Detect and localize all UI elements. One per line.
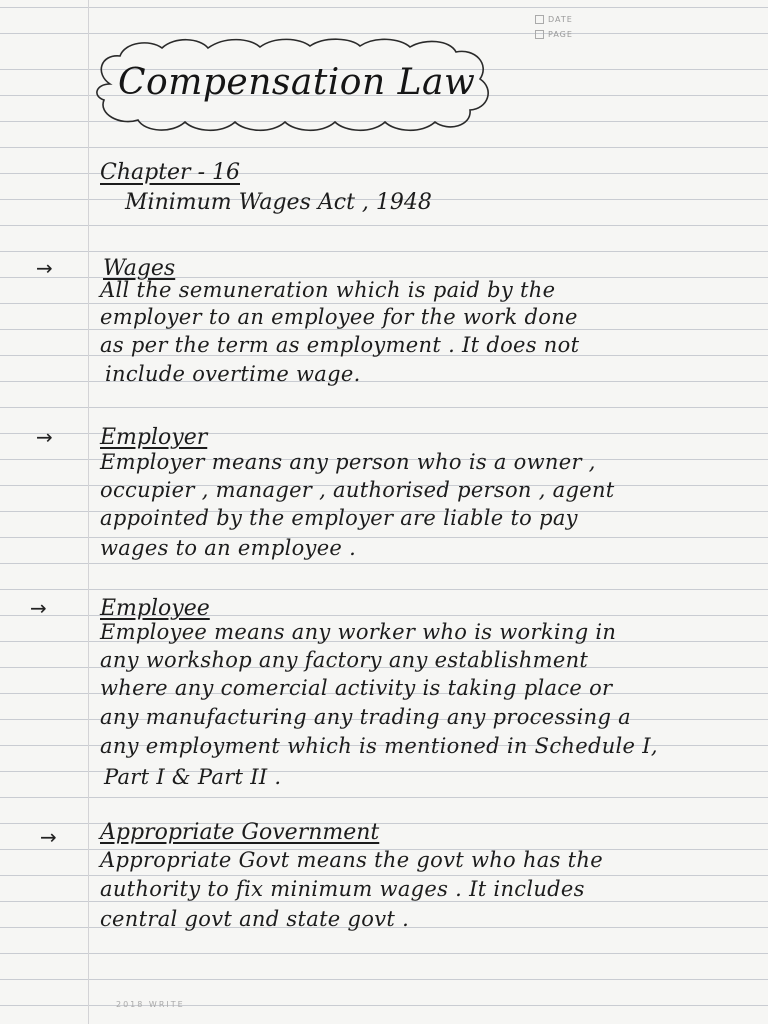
govt-line-2: authority to fix minimum wages . It includes <box>100 877 585 901</box>
page-label: PAGE <box>548 30 573 39</box>
chapter-heading: Chapter - 16 <box>100 160 240 185</box>
arrow-icon: → <box>36 256 53 280</box>
employee-line-6: Part I & Part II . <box>104 765 282 789</box>
section-heading-employer: Employer <box>100 425 208 450</box>
employee-line-2: any workshop any factory any establishment <box>100 648 589 672</box>
employer-line-2: occupier , manager , authorised person , agent <box>100 478 615 502</box>
employer-line-3: appointed by the employer are liable to pay <box>100 506 578 530</box>
wages-line-2: employer to an employee for the work done <box>100 305 578 329</box>
wages-line-4: include overtime wage. <box>105 362 361 386</box>
govt-line-1: Appropriate Govt means the govt who has the <box>100 848 603 872</box>
section-heading-wages: Wages <box>103 256 176 281</box>
margin-line <box>88 0 89 1024</box>
date-label: DATE <box>548 15 573 24</box>
date-page-block <box>535 12 573 42</box>
page-title: Compensation Law <box>118 62 476 103</box>
section-heading-employee: Employee <box>100 596 210 621</box>
section-heading-appropriate-government: Appropriate Government <box>100 820 380 845</box>
employee-line-3: where any comercial activity is taking place or <box>100 676 613 700</box>
arrow-icon: → <box>40 825 57 849</box>
act-name: Minimum Wages Act , 1948 <box>125 190 432 215</box>
notebook-brand-footer: 2018 WRITE <box>116 1000 185 1009</box>
employee-line-1: Employee means any worker who is working in <box>100 620 617 644</box>
employer-line-4: wages to an employee . <box>100 536 357 560</box>
wages-line-3: as per the term as employment . It does not <box>100 333 580 357</box>
arrow-icon: → <box>30 596 47 620</box>
employee-line-4: any manufacturing any trading any processing a <box>100 705 631 729</box>
date-checkbox <box>535 15 544 24</box>
govt-line-3: central govt and state govt . <box>100 907 410 931</box>
employee-line-5: any employment which is mentioned in Schedule I, <box>100 734 658 758</box>
wages-line-1: All the semuneration which is paid by the <box>100 278 556 302</box>
employer-line-1: Employer means any person who is a owner , <box>100 450 596 474</box>
page-checkbox <box>535 30 544 39</box>
arrow-icon: → <box>36 425 53 449</box>
